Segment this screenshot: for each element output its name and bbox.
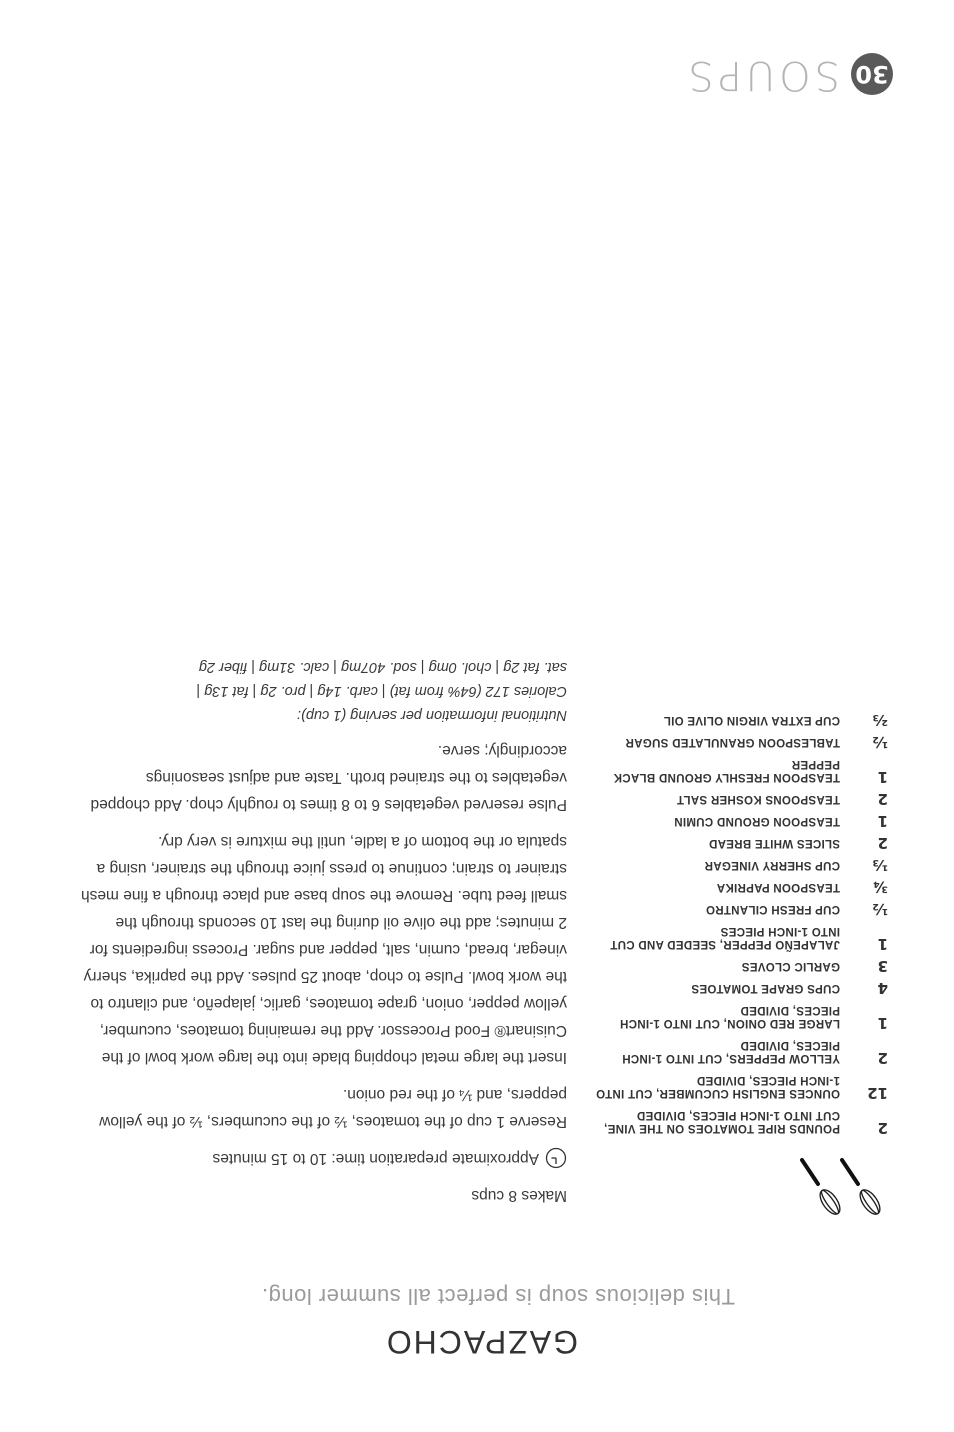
nutrition-info — [77, 655, 567, 727]
ingredient-text: GARLIC CLOVES — [741, 960, 840, 972]
ingredient-qty: 2 — [877, 790, 888, 808]
prep-time-text: Approximate preparation time: 10 to 15 minutes — [212, 1150, 539, 1167]
ingredient-row — [594, 856, 894, 874]
ingredient-text: TABLESPOON GRANULATED SUGAR — [625, 736, 840, 748]
nutrition-line: sat. fat 2g | chol. 0mg | sod. 407mg | calc. 31mg | fiber 2g — [198, 659, 567, 675]
ingredient-qty: ½ — [872, 733, 888, 751]
ingredient-row — [594, 1003, 894, 1032]
ingredient-text: TEASPOON GROUND CUMIN — [673, 815, 840, 827]
recipe-title: GAZPACHO — [384, 1324, 578, 1360]
ingredient-row — [594, 1038, 894, 1067]
ingredient-text: CUP EXTRA VIRGIN OLIVE OIL — [663, 714, 840, 726]
section-label: SOUPS — [684, 52, 840, 98]
ingredient-qty: ⅔ — [872, 711, 888, 729]
ingredient-row — [594, 757, 894, 786]
ingredient-qty: 1 — [877, 812, 888, 830]
ingredient-row — [594, 1073, 894, 1102]
ingredient-text: JALAPEÑO PEPPER, SEEDED AND CUT INTO 1-INCH PIECES — [610, 925, 840, 950]
ingredient-qty: 1 — [877, 935, 888, 953]
recipe-subtitle: This delicious soup is perfect all summer long. — [261, 1284, 735, 1309]
ingredient-text: CUP SHERRY VINEGAR — [704, 859, 840, 871]
ingredient-qty: ⅓ — [872, 856, 888, 874]
ingredient-qty: 1 — [877, 1014, 888, 1032]
ingredient-qty: 4 — [877, 979, 888, 997]
prep-time — [77, 1145, 567, 1172]
ingredient-row — [594, 957, 894, 975]
ingredient-qty: ¾ — [872, 878, 888, 896]
ingredient-row — [594, 834, 894, 852]
ingredient-qty: ½ — [872, 900, 888, 918]
ingredient-text: CUP FRESH CILANTRO — [705, 903, 840, 915]
ingredient-text: TEASPOON PAPRIKA — [716, 881, 840, 893]
ingredient-text: LARGE RED ONION, CUT INTO 1-INCH PIECES, DIVIDED — [619, 1004, 840, 1029]
ingredient-row — [594, 979, 894, 997]
ingredient-qty: 2 — [877, 834, 888, 852]
method-step: Pulse reserved vegetables 6 to 8 times to roughly chop. Add chopped vegetables to the strained broth. Taste and adjust seasonings accordingly; serve. — [90, 742, 567, 813]
ingredient-row — [594, 733, 894, 751]
ingredient-row — [594, 812, 894, 830]
nutrition-heading: Nutritional information per serving (1 cup): — [297, 707, 567, 723]
ingredient-row — [594, 1108, 894, 1137]
ingredient-qty: 1 — [877, 768, 888, 786]
ingredient-list — [594, 704, 894, 1137]
method-step: Insert the large metal chopping blade into the large work bowl of the Cuisinart® Food Processor. Add the remaining tomatoes, cucumber, yellow pepper, onion, grape tomatoes, garlic, jalapeño, and cilantro to the work bowl. Pulse to chop, about 25 pulses. Add the paprika, sherry vinegar, bread, cumin, salt, pepper and sugar. Process ingredients for 2 minutes; add the olive oil during the last 10 seconds through the small feed tube. Remove the soup base and place through a fine mesh strainer to strain; continue to press juice through the strainer, using a spatula or the bottom of a ladle, until the mixture is very dry. — [81, 833, 567, 1066]
ingredient-text: POUNDS RIPE TOMATOES ON THE VINE, CUT INTO 1-INCH PIECES, DIVIDED — [603, 1109, 840, 1134]
ingredient-row — [594, 924, 894, 953]
yield-text: Makes 8 cups — [471, 1187, 567, 1204]
whisks-icon — [794, 1156, 894, 1216]
page-number-badge: 30 — [851, 53, 893, 95]
ingredient-row — [594, 878, 894, 896]
ingredient-text: SLICES WHITE BREAD — [708, 837, 840, 849]
ingredient-text: TEASPOONS KOSHER SALT — [676, 793, 840, 805]
ingredient-row — [594, 790, 894, 808]
ingredient-text: YELLOW PEPPERS, CUT INTO 1-INCH PIECES, DIVIDED — [621, 1039, 840, 1064]
ingredient-text: CUPS GRAPE TOMATOES — [691, 982, 840, 994]
method-column — [77, 655, 567, 1209]
ingredient-qty: 2 — [877, 1119, 888, 1137]
nutrition-line: Calories 172 (64% from fat) | carb. 14g | pro. 2g | fat 13g | — [196, 683, 567, 699]
ingredient-qty: 12 — [867, 1084, 888, 1102]
ingredient-text: TEASPOON FRESHLY GROUND BLACK PEPPER — [613, 758, 840, 783]
method-step: Reserve 1 cup of the tomatoes, ½ of the cucumbers, ½ of the yellow peppers, and ¼ of the red onion. — [99, 1086, 567, 1130]
ingredient-qty: 3 — [877, 957, 888, 975]
ingredient-row — [594, 711, 894, 729]
ingredient-row — [594, 900, 894, 918]
ingredient-qty: 2 — [877, 1049, 888, 1067]
clock-icon — [545, 1148, 567, 1170]
ingredient-text: OUNCES ENGLISH CUCUMBER, CUT INTO 1-INCH PIECES, DIVIDED — [595, 1074, 840, 1099]
